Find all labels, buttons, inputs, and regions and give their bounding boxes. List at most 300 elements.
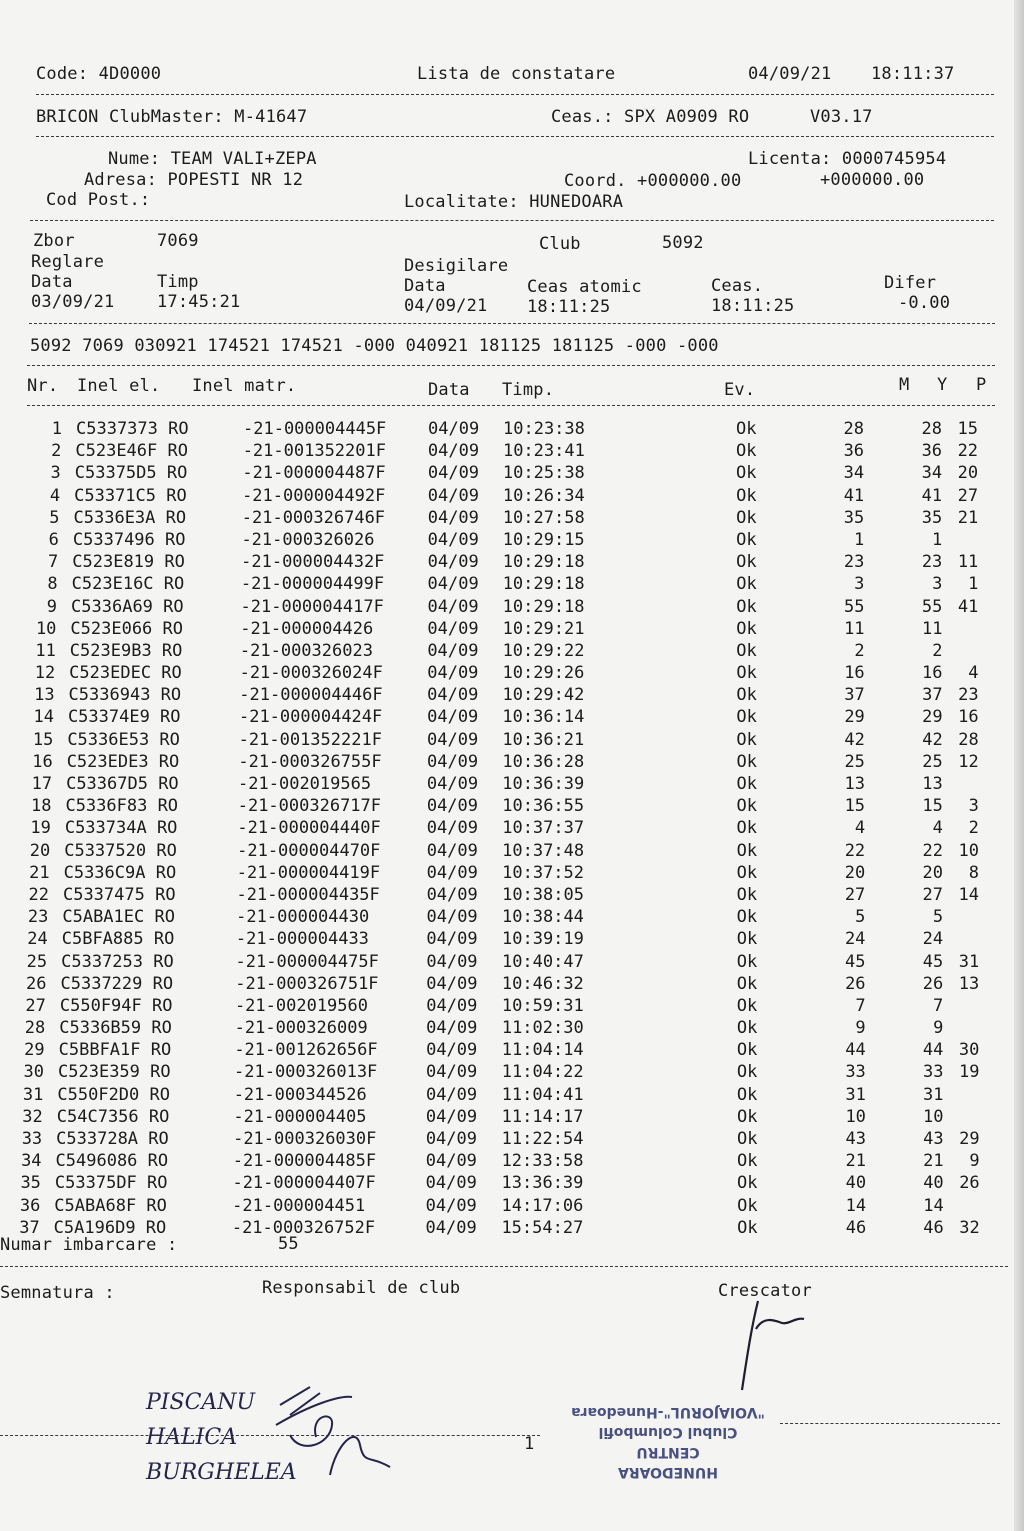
row-m: 22 xyxy=(844,840,866,861)
row-nr: 2 xyxy=(51,441,62,462)
row-y: 21 xyxy=(923,1151,944,1172)
row-inel-el: C550F2D0 RO xyxy=(57,1084,170,1105)
row-inel-matr: -21-000004440F xyxy=(237,818,381,839)
row-m: 41 xyxy=(843,485,865,506)
print-time: 18:11:37 xyxy=(871,64,955,84)
row-m: 24 xyxy=(844,929,866,950)
row-inel-el: C5336C9A RO xyxy=(63,862,177,883)
row-ev: Ok xyxy=(736,862,758,883)
flight-label: Zbor xyxy=(33,231,75,251)
row-y: 5 xyxy=(932,907,944,928)
row-inel-matr: -21-000326755F xyxy=(238,751,382,772)
row-date: 04/09 xyxy=(427,574,479,595)
clock-time: 18:11:25 xyxy=(711,296,795,316)
table-row xyxy=(0,995,1010,1017)
row-inel-matr: -21-002019565 xyxy=(238,774,372,794)
row-time: 10:36:14 xyxy=(502,707,585,728)
flight-number: 7069 xyxy=(157,231,199,251)
row-y: 55 xyxy=(921,596,943,617)
des-date: 04/09/21 xyxy=(404,296,488,316)
club-responsible-label: Responsabil de club xyxy=(262,1278,461,1298)
row-time: 10:29:21 xyxy=(502,618,585,639)
row-date: 04/09 xyxy=(426,995,478,1016)
table-row xyxy=(0,573,1010,595)
divider xyxy=(36,94,994,95)
row-p: 22 xyxy=(957,441,979,462)
row-p: 41 xyxy=(957,596,979,617)
table-row xyxy=(0,840,1010,862)
row-ev: Ok xyxy=(736,774,757,794)
row-inel-matr: -21-000326023 xyxy=(239,640,373,661)
row-ev: Ok xyxy=(737,1173,758,1194)
row-time: 10:25:38 xyxy=(502,463,585,484)
row-m: 21 xyxy=(845,1151,867,1172)
table-row xyxy=(0,640,1010,662)
des-date-label: Data xyxy=(404,276,446,296)
row-ev: Ok xyxy=(736,507,757,528)
row-inel-el: C533728A RO xyxy=(56,1129,169,1149)
row-nr: 31 xyxy=(22,1084,44,1105)
row-date: 04/09 xyxy=(426,973,478,994)
table-row xyxy=(0,906,1010,928)
row-inel-el: C53367D5 RO xyxy=(66,774,179,794)
row-inel-el: C5496086 RO xyxy=(55,1151,169,1172)
row-ev: Ok xyxy=(736,529,757,550)
row-nr: 34 xyxy=(21,1151,42,1172)
row-inel-el: C523E359 RO xyxy=(58,1062,171,1083)
row-y: 28 xyxy=(921,419,942,439)
row-date: 04/09 xyxy=(425,1217,477,1238)
boarding-count: 55 xyxy=(278,1234,299,1254)
row-m: 25 xyxy=(844,751,865,772)
print-date: 04/09/21 xyxy=(748,64,832,84)
row-y: 40 xyxy=(923,1173,944,1194)
row-date: 04/09 xyxy=(425,1173,477,1194)
row-m: 3 xyxy=(854,574,865,595)
row-inel-el: C53374E9 RO xyxy=(67,707,181,728)
row-inel-el: C5337253 RO xyxy=(61,951,174,972)
row-inel-el: C533734A RO xyxy=(64,818,178,839)
table-row xyxy=(0,529,1010,551)
row-nr: 20 xyxy=(29,840,51,861)
row-time: 10:40:47 xyxy=(501,951,584,972)
stamp-line-3: Clubul Columbofil xyxy=(598,1424,738,1440)
divider xyxy=(0,1266,1008,1267)
row-inel-matr: -21-000004405 xyxy=(233,1106,367,1127)
row-y: 37 xyxy=(922,685,943,706)
row-m: 34 xyxy=(843,463,865,484)
row-ev: Ok xyxy=(736,907,758,928)
row-p: 3 xyxy=(968,796,979,817)
row-nr: 29 xyxy=(24,1040,45,1061)
row-inel-el: C523E819 RO xyxy=(72,552,185,573)
row-p: 26 xyxy=(959,1173,980,1194)
row-m: 15 xyxy=(844,796,866,817)
divider xyxy=(29,323,995,324)
row-time: 10:36:39 xyxy=(502,774,585,794)
row-m: 27 xyxy=(844,884,866,905)
row-date: 04/09 xyxy=(426,862,478,883)
col-ev: Ev. xyxy=(724,380,756,400)
row-y: 22 xyxy=(922,840,943,861)
row-inel-matr: -21-000004433 xyxy=(235,929,369,950)
row-y: 1 xyxy=(931,529,943,550)
row-date: 04/09 xyxy=(427,596,479,617)
row-inel-el: C523E46F RO xyxy=(75,441,188,462)
row-nr: 1 xyxy=(51,419,62,439)
row-date: 04/09 xyxy=(425,1195,477,1216)
row-ev: Ok xyxy=(737,1195,758,1216)
row-ev: Ok xyxy=(736,552,757,573)
row-inel-matr: -21-002019560 xyxy=(234,995,368,1016)
club-number: 5092 xyxy=(662,233,704,253)
row-time: 10:29:22 xyxy=(502,640,585,661)
row-inel-matr: -21-000326751F xyxy=(235,973,379,994)
row-ev: Ok xyxy=(736,796,757,817)
row-inel-matr: -21-000004492F xyxy=(242,485,386,506)
row-p: 21 xyxy=(957,507,979,528)
club-label: Club xyxy=(539,234,581,254)
reg-time: 17:45:21 xyxy=(157,292,241,312)
row-inel-matr: -21-000326024F xyxy=(239,663,383,684)
row-inel-el: C550F94F RO xyxy=(59,995,173,1016)
row-nr: 9 xyxy=(46,596,58,617)
row-m: 29 xyxy=(844,707,865,728)
row-m: 13 xyxy=(844,774,865,794)
clubmaster-id: BRICON ClubMaster: M-41647 xyxy=(36,107,308,127)
row-time: 11:04:22 xyxy=(501,1062,584,1083)
row-inel-matr: -21-000326752F xyxy=(231,1217,376,1238)
row-inel-el: C5337496 RO xyxy=(72,529,186,550)
row-p: 10 xyxy=(958,840,979,861)
row-nr: 28 xyxy=(24,1018,46,1039)
row-time: 11:22:54 xyxy=(501,1129,584,1149)
row-p: 14 xyxy=(958,884,980,905)
row-time: 10:46:32 xyxy=(501,973,584,994)
row-inel-el: C5337475 RO xyxy=(62,884,176,905)
col-data: Data xyxy=(428,380,470,400)
row-inel-matr: -21-000326030F xyxy=(233,1129,377,1149)
row-m: 5 xyxy=(855,907,866,928)
row-p: 23 xyxy=(958,685,979,706)
row-nr: 4 xyxy=(49,485,61,506)
firmware-version: V03.17 xyxy=(810,107,873,127)
row-p: 19 xyxy=(958,1062,980,1083)
table-row xyxy=(0,596,1010,618)
code-label: Code: 4D0000 xyxy=(36,64,162,84)
stamp-line-1: HUNEDOARA xyxy=(618,1464,718,1480)
row-m: 43 xyxy=(845,1129,866,1149)
stamp-line-2: CENTRU xyxy=(636,1444,700,1460)
row-time: 10:23:38 xyxy=(503,419,585,439)
row-date: 04/09 xyxy=(426,1062,478,1083)
row-m: 36 xyxy=(843,441,865,462)
row-nr: 35 xyxy=(20,1173,41,1194)
page-edge xyxy=(1014,0,1024,1531)
row-nr: 17 xyxy=(31,774,53,794)
row-nr: 15 xyxy=(32,729,54,750)
row-inel-matr: -21-000004446F xyxy=(239,685,383,706)
row-m: 40 xyxy=(845,1173,867,1194)
row-ev: Ok xyxy=(736,818,758,839)
row-y: 45 xyxy=(922,951,944,972)
row-p: 9 xyxy=(969,1151,980,1172)
page-number: 1 xyxy=(524,1434,535,1454)
atomic-time: 18:11:25 xyxy=(527,297,611,317)
reg-time-label: Timp xyxy=(157,272,199,292)
row-date: 04/09 xyxy=(426,818,478,839)
row-inel-matr: -21-000004432F xyxy=(241,552,385,573)
row-time: 10:29:42 xyxy=(502,685,585,706)
table-row xyxy=(0,1150,1010,1172)
row-nr: 16 xyxy=(32,751,53,772)
row-inel-el: C53375D5 RO xyxy=(74,463,188,484)
row-ev: Ok xyxy=(736,1040,758,1061)
row-y: 9 xyxy=(933,1018,944,1039)
row-m: 10 xyxy=(845,1106,866,1127)
row-m: 46 xyxy=(845,1217,867,1238)
row-ev: Ok xyxy=(737,1217,758,1238)
handwritten-signature xyxy=(260,1375,400,1485)
row-time: 10:29:15 xyxy=(502,529,585,550)
row-nr: 23 xyxy=(27,907,49,928)
row-date: 04/09 xyxy=(427,552,479,573)
row-nr: 6 xyxy=(48,529,59,550)
row-inel-matr: -21-000326009 xyxy=(234,1018,368,1039)
row-nr: 18 xyxy=(30,796,52,817)
row-date: 04/09 xyxy=(426,840,478,861)
row-time: 11:02:30 xyxy=(501,1018,584,1039)
row-date: 04/09 xyxy=(426,929,478,950)
row-ev: Ok xyxy=(736,1062,758,1083)
row-inel-el: C523EDEC RO xyxy=(69,663,182,684)
handwritten-name-2: HALICA xyxy=(146,1425,238,1450)
row-time: 10:37:52 xyxy=(502,862,585,883)
row-y: 2 xyxy=(932,640,943,661)
row-ev: Ok xyxy=(736,951,758,972)
row-m: 16 xyxy=(844,663,865,684)
license-number: Licenta: 0000745954 xyxy=(748,149,947,169)
row-ev: Ok xyxy=(736,618,757,639)
table-row xyxy=(0,706,1010,728)
handwritten-name-1: PISCANU xyxy=(146,1390,256,1415)
row-time: 10:36:55 xyxy=(502,796,585,817)
boarding-count-label: Numar imbarcare : xyxy=(0,1235,178,1255)
row-inel-el: C5336E53 RO xyxy=(67,729,180,750)
table-row xyxy=(0,418,1010,440)
row-inel-el: C5336943 RO xyxy=(68,685,182,706)
row-inel-el: C53375DF RO xyxy=(54,1173,168,1194)
row-date: 04/09 xyxy=(426,951,478,972)
row-nr: 32 xyxy=(22,1106,43,1127)
row-inel-el: C5336A69 RO xyxy=(71,596,184,617)
row-time: 10:29:26 xyxy=(502,663,585,684)
row-ev: Ok xyxy=(736,640,757,661)
row-ev: Ok xyxy=(736,574,757,595)
document-title: Lista de constatare xyxy=(417,64,616,84)
divider xyxy=(36,136,994,137)
row-inel-matr: -21-000004419F xyxy=(236,862,381,883)
row-inel-matr: -21-000344526 xyxy=(233,1084,367,1105)
row-time: 15:54:27 xyxy=(501,1217,584,1238)
row-p: 2 xyxy=(968,818,979,839)
row-inel-matr: -21-000004417F xyxy=(240,596,384,617)
row-ev: Ok xyxy=(736,463,757,484)
row-nr: 10 xyxy=(35,618,57,639)
table-row xyxy=(0,462,1010,484)
row-m: 1 xyxy=(854,529,865,550)
row-y: 41 xyxy=(921,485,943,506)
row-inel-matr: -21-000004487F xyxy=(242,463,386,484)
row-m: 23 xyxy=(843,552,865,573)
row-time: 12:33:58 xyxy=(501,1151,584,1172)
row-nr: 3 xyxy=(50,463,61,484)
coordinates-lon: +000000.00 xyxy=(820,170,925,190)
row-y: 26 xyxy=(922,973,944,994)
row-inel-matr: -21-000004407F xyxy=(232,1173,376,1194)
row-nr: 13 xyxy=(34,685,55,706)
col-p: P xyxy=(976,375,987,395)
row-date: 04/09 xyxy=(427,485,479,506)
row-inel-matr: -21-000004485F xyxy=(232,1151,377,1172)
row-p: 28 xyxy=(958,729,979,750)
divider xyxy=(30,220,994,221)
row-p: 15 xyxy=(957,419,978,439)
difference-value: -0.00 xyxy=(898,293,951,313)
row-m: 20 xyxy=(844,862,866,883)
difference-label: Difer xyxy=(884,273,937,293)
row-m: 28 xyxy=(843,419,864,439)
table-row xyxy=(0,884,1010,906)
row-y: 29 xyxy=(922,707,943,728)
row-inel-el: C5ABA1EC RO xyxy=(62,907,175,928)
postal-code: Cod Post.: xyxy=(46,190,151,210)
row-nr: 5 xyxy=(49,507,60,528)
table-row xyxy=(0,928,1010,950)
col-inel-matr: Inel matr. xyxy=(192,376,297,396)
row-inel-el: C5336B59 RO xyxy=(59,1018,172,1039)
row-m: 37 xyxy=(844,685,865,706)
row-m: 2 xyxy=(854,640,865,661)
row-ev: Ok xyxy=(736,441,757,462)
row-p: 20 xyxy=(957,463,979,484)
row-p: 32 xyxy=(959,1217,980,1238)
row-p: 29 xyxy=(959,1129,980,1149)
row-inel-matr: -21-000326746F xyxy=(241,507,386,528)
row-time: 11:04:14 xyxy=(501,1040,584,1061)
table-row xyxy=(0,1128,1010,1150)
row-inel-matr: -21-000004499F xyxy=(240,574,385,595)
row-time: 10:29:18 xyxy=(502,574,585,595)
row-inel-el: C54C7356 RO xyxy=(56,1106,170,1127)
row-y: 44 xyxy=(922,1040,944,1061)
table-row xyxy=(0,862,1010,884)
row-ev: Ok xyxy=(736,840,758,861)
row-m: 11 xyxy=(844,618,865,639)
row-y: 13 xyxy=(922,774,943,794)
row-inel-el: C5336F83 RO xyxy=(65,796,179,817)
row-date: 04/09 xyxy=(427,729,479,750)
row-ev: Ok xyxy=(736,1129,758,1149)
row-inel-matr: -21-001262656F xyxy=(234,1040,378,1061)
row-inel-el: C5A196D9 RO xyxy=(53,1217,167,1238)
owner-name: Nume: TEAM VALI+ZEPA xyxy=(108,149,317,169)
row-inel-matr: -21-000004430 xyxy=(236,907,370,928)
row-inel-el: C523E16C RO xyxy=(71,574,185,595)
col-nr: Nr. xyxy=(27,376,59,396)
row-inel-matr: -21-000326717F xyxy=(237,796,382,817)
row-inel-el: C5ABA68F RO xyxy=(54,1195,167,1216)
row-date: 04/09 xyxy=(426,774,479,794)
row-inel-matr: -21-000326013F xyxy=(234,1062,378,1083)
row-date: 04/09 xyxy=(427,663,479,684)
row-ev: Ok xyxy=(736,485,757,506)
row-ev: Ok xyxy=(736,973,758,994)
handwritten-name-3: BURGHELEA xyxy=(146,1460,297,1485)
row-nr: 30 xyxy=(23,1062,45,1083)
row-ev: Ok xyxy=(736,707,757,728)
row-p: 30 xyxy=(958,1040,980,1061)
row-date: 04/09 xyxy=(425,1106,478,1127)
col-timp: Timp. xyxy=(502,380,555,400)
owner-address: Adresa: POPESTI NR 12 xyxy=(84,170,304,190)
row-date: 04/09 xyxy=(425,1129,477,1149)
row-inel-el: C523EDE3 RO xyxy=(66,751,180,772)
row-nr: 22 xyxy=(28,884,49,905)
table-row xyxy=(0,662,1010,684)
row-time: 10:39:19 xyxy=(502,929,584,950)
row-time: 11:04:41 xyxy=(501,1084,584,1105)
row-date: 04/09 xyxy=(425,1084,478,1105)
row-ev: Ok xyxy=(736,884,758,905)
row-nr: 21 xyxy=(29,862,50,883)
row-y: 24 xyxy=(922,929,944,950)
row-p: 27 xyxy=(957,485,979,506)
row-ev: Ok xyxy=(736,663,757,684)
row-p: 12 xyxy=(958,751,979,772)
row-time: 10:36:21 xyxy=(502,729,585,750)
row-ev: Ok xyxy=(736,1106,758,1127)
row-nr: 19 xyxy=(30,818,51,839)
row-inel-matr: -21-000004475F xyxy=(235,951,379,972)
row-m: 7 xyxy=(855,995,866,1016)
row-y: 11 xyxy=(921,618,943,639)
results-table xyxy=(0,418,1010,1239)
row-time: 10:29:18 xyxy=(502,596,585,617)
row-y: 16 xyxy=(922,663,943,684)
row-ev: Ok xyxy=(736,729,757,750)
divider xyxy=(27,405,995,406)
row-inel-el: C5337520 RO xyxy=(64,840,177,861)
row-date: 04/09 xyxy=(427,463,480,484)
locality: Localitate: HUNEDOARA xyxy=(404,192,624,212)
table-row xyxy=(0,1017,1010,1039)
row-time: 10:23:41 xyxy=(502,441,585,462)
row-y: 15 xyxy=(922,796,943,817)
row-inel-matr: -21-000004451 xyxy=(232,1195,366,1216)
row-ev: Ok xyxy=(736,751,757,772)
table-row xyxy=(0,551,1010,573)
row-ev: Ok xyxy=(736,995,758,1016)
row-y: 35 xyxy=(921,507,943,528)
row-ev: Ok xyxy=(736,596,757,617)
row-nr: 12 xyxy=(34,663,56,684)
row-nr: 33 xyxy=(21,1129,43,1149)
row-date: 04/09 xyxy=(426,1040,478,1061)
row-date: 04/09 xyxy=(428,419,480,439)
table-row xyxy=(0,1039,1010,1061)
row-nr: 37 xyxy=(19,1217,40,1238)
